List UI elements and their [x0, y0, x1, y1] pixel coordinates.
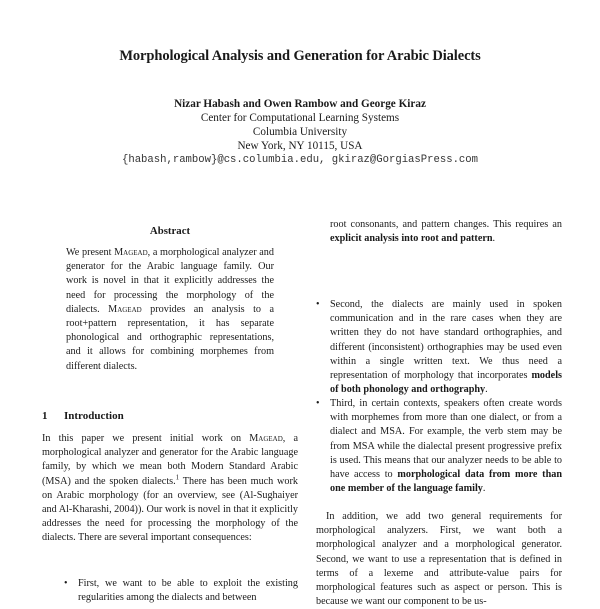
intro-text-part: , a morphological analyzer and generator for the Arabic language family, by which we mean both Modern Standard Arabic (MSA) and the spoken dialects.	[42, 433, 298, 487]
bullet-text: .	[485, 384, 488, 396]
abstract-heading: Abstract	[149, 225, 191, 237]
emphasis-text: morphological data from more than one member of the language family	[330, 469, 563, 495]
bullet-item-first-continued	[330, 218, 562, 246]
bullet-icon: •	[316, 398, 320, 409]
abstract-text	[66, 246, 274, 374]
bullet-text: Third, in certain contexts, speakers often create words with morphemes from more than one dialect, or from a dialect and MSA. For example, the verb stem may be from MSA while the dialectal present progressive prefix is used. This means that our analyzer needs to be able to have access to	[330, 398, 562, 481]
bullet-icon: •	[64, 578, 68, 589]
system-name: Magead	[114, 247, 148, 258]
abstract-text-part: , a morphological analyzer and generator for the Arabic language family. Our work is novel in that it explicitly addresses the need for processing the morphology of the dialects.	[66, 247, 274, 315]
bullet-icon: •	[316, 299, 320, 310]
intro-text-part: In this paper we present initial work on	[42, 433, 250, 444]
bullet-text: First, we want to be able to exploit the existing regularities among the dialects and between	[78, 578, 298, 604]
bullet-text: .	[492, 233, 496, 245]
author-emails: {habash,rambow}@cs.columbia.edu, gkiraz@GorgiasPress.com	[121, 154, 478, 166]
section-number: 1	[42, 410, 48, 422]
affiliation: Center for Computational Learning Systems	[200, 112, 400, 124]
author-names: Nizar Habash and Owen Rambow and George Kiraz	[174, 98, 426, 110]
bullet-text: .	[482, 483, 486, 495]
system-name: Magead	[249, 433, 283, 444]
abstract-text-part: We present	[66, 247, 115, 258]
author-block	[0, 97, 600, 167]
section-heading-introduction	[42, 410, 124, 422]
bullet-item-second	[316, 298, 562, 397]
address: New York, NY 10115, USA	[237, 140, 363, 152]
paper-title: Morphological Analysis and Generation for Arabic Dialects	[119, 48, 481, 64]
bullet-item-first	[64, 577, 298, 605]
emphasis-text: models of both phonology and orthography	[330, 370, 562, 396]
system-name: Magead	[108, 303, 142, 315]
abstract-text-part: provides an analysis to a root+pattern representation, it has separate phonological and orthographic representations, and it allows for combining morphemes from different dialects.	[66, 303, 275, 372]
emphasis-text: explicit analysis into root and pattern	[330, 233, 493, 245]
bullet-item-third	[316, 397, 563, 496]
bullet-text: Second, the dialects are mainly used in spoken communication and in the rare cases when they are written they do not have standard orthographies, and different (inconsistent) orthographies may be used even within a single written text. We thus need a representation of morphology that incorporates	[330, 299, 562, 382]
requirements-paragraph: In addition, we add two general requirements for morphological analyzers. First, we want both a morphological analyzer and a morphological generator. Second, we want to use a representation that is defined in terms of a lexeme and attribute-value pairs for morphological features such as aspect or person. This is because we want our component to be us-	[316, 511, 562, 608]
bullet-text: root consonants, and pattern changes. This requires an	[330, 219, 562, 230]
footnote-marker[interactable]: 1	[175, 473, 180, 482]
section-title: Introduction	[64, 410, 124, 422]
intro-text-part: There has been much work on Arabic morphology (for an overview, see (Al-Sughaiyer and Al-Kharashi, 2004)). Our work is novel in that it explicitly addresses the need for processing the morphology of the dialects. There are several important consequences:	[42, 475, 298, 544]
institution: Columbia University	[252, 126, 348, 138]
introduction-paragraph	[42, 432, 298, 546]
